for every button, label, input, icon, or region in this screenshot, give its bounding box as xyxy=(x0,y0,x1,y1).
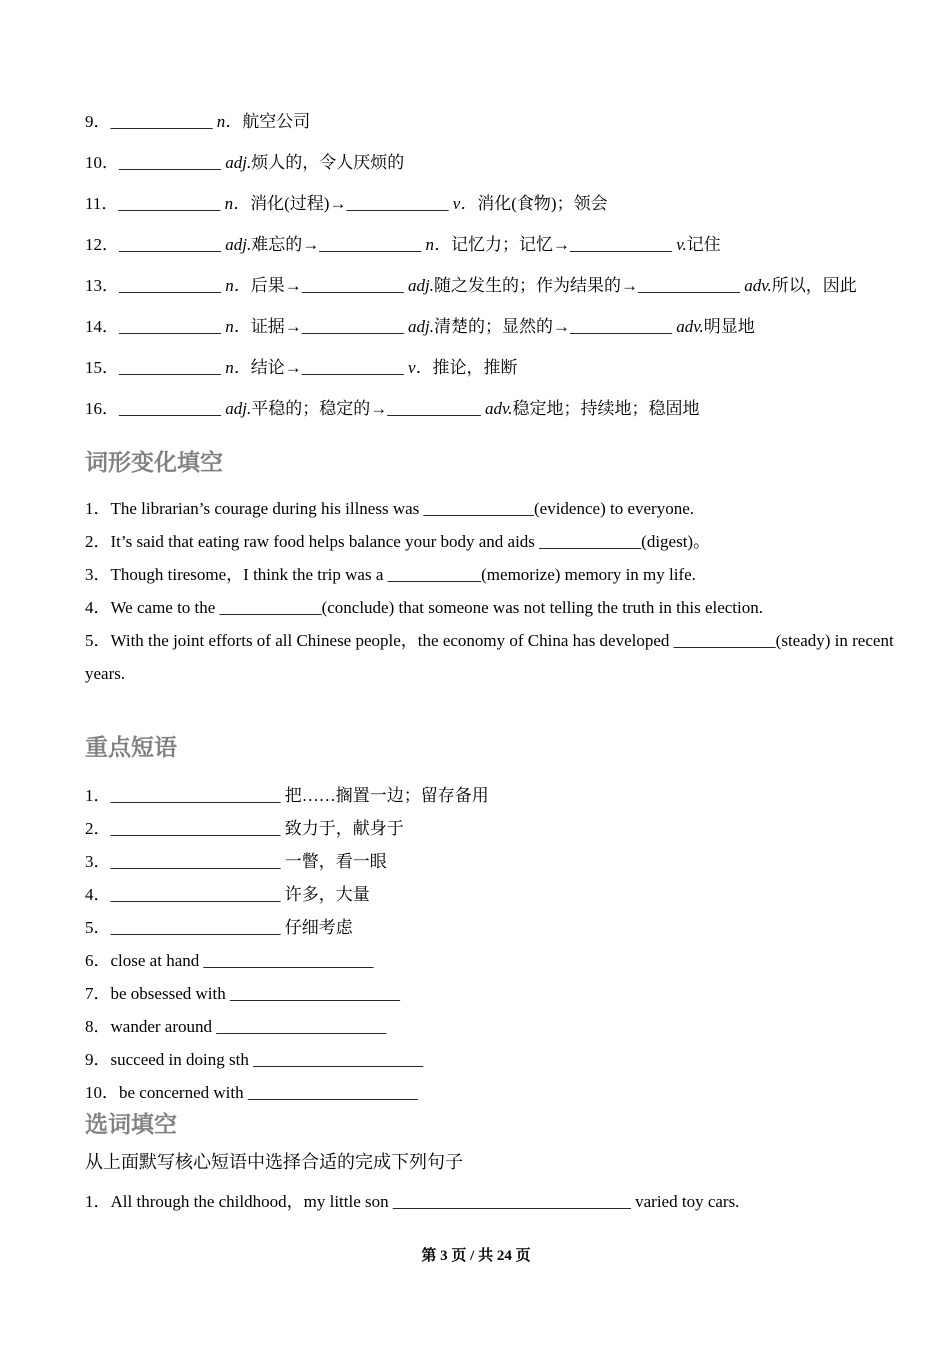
morphology-sentence-list xyxy=(85,492,906,690)
text-run: 11． xyxy=(85,194,119,213)
text-run: ____________ xyxy=(119,276,226,295)
text-run: 所以，因此 xyxy=(771,276,857,295)
pos-tag: adj. xyxy=(225,235,252,254)
text-run: 烦人的，令人厌烦的 xyxy=(251,153,405,172)
section-heading-morphology: 词形变化填空 xyxy=(85,449,223,475)
pos-tag: adj. xyxy=(408,317,434,336)
fill-sentence: 3．Though tiresome，I think the trip was a ___________(memorize) memory in my life. xyxy=(85,565,696,584)
text-run: 稳定地；持续地；稳固地 xyxy=(512,399,700,418)
vocab-item xyxy=(85,194,906,214)
word-fill-instruction: 从上面默写核心短语中选择合适的完成下列句子 xyxy=(85,1152,463,1172)
word-derivation-list xyxy=(85,112,906,419)
text-run: ____________ xyxy=(118,194,225,213)
fill-sentence: 5．With the joint efforts of all Chinese people，the economy of China has developed ____________(steady) in recent years. xyxy=(85,631,894,683)
text-run: 随之发生的；作为结果的→ xyxy=(433,276,638,295)
text-run: 清楚的；显然的→ xyxy=(433,317,570,336)
fill-sentence: 1．The librarian’s courage during his illness was _____________(evidence) to everyone. xyxy=(85,499,695,518)
pos-tag: v． xyxy=(408,358,433,377)
text-run: ___________ xyxy=(387,399,485,418)
phrase-item: 3．____________________ 一瞥，看一眼 xyxy=(85,852,387,871)
fill-sentence: 4．We came to the ____________(conclude) that someone was not telling the truth in this election. xyxy=(85,598,763,617)
key-phrase-list xyxy=(85,779,906,1109)
phrase-item: 4．____________________ 许多，大量 xyxy=(85,885,370,904)
text-run: 12． xyxy=(85,235,119,254)
text-run: 消化(食物)；领会 xyxy=(477,194,608,213)
text-run: ____________ xyxy=(301,358,408,377)
pos-tag: n． xyxy=(225,358,251,377)
vocab-item xyxy=(85,358,906,378)
pos-tag: n． xyxy=(216,112,243,131)
section-heading-key-phrases: 重点短语 xyxy=(85,734,177,760)
text-run: ____________ xyxy=(110,112,217,131)
text-run: 航空公司 xyxy=(242,112,311,131)
text-run: ____________ xyxy=(637,276,745,295)
phrase-item: 5．____________________ 仔细考虑 xyxy=(85,918,353,937)
phrase-item: 9．succeed in doing sth ____________________ xyxy=(85,1050,424,1069)
text-run: ____________ xyxy=(569,235,677,254)
pos-tag: n． xyxy=(225,276,251,295)
text-run: 9． xyxy=(85,112,111,131)
pos-tag: n． xyxy=(425,235,451,254)
pos-tag: adj. xyxy=(225,399,252,418)
text-run: ____________ xyxy=(119,358,226,377)
text-run: 13． xyxy=(85,276,119,295)
phrase-item: 7．be obsessed with ____________________ xyxy=(85,984,400,1003)
text-run: 15． xyxy=(85,358,119,377)
vocab-item xyxy=(85,235,906,255)
text-run: ____________ xyxy=(569,317,677,336)
text-run: 推论，推断 xyxy=(432,358,518,377)
vocab-item xyxy=(85,153,906,173)
pos-tag: adj. xyxy=(408,276,434,295)
pos-tag: n． xyxy=(224,194,251,213)
pos-tag: n． xyxy=(225,317,251,336)
text-run: 14． xyxy=(85,317,119,336)
text-run: ____________ xyxy=(119,317,226,336)
text-run: 记忆力；记忆→ xyxy=(450,235,570,254)
text-run: ____________ xyxy=(119,235,226,254)
section-heading-word-fill: 选词填空 xyxy=(85,1111,177,1137)
phrase-item: 1．____________________ 把……搁置一边；留存备用 xyxy=(85,786,489,805)
text-run: ____________ xyxy=(346,194,453,213)
text-run: 难忘的→ xyxy=(251,235,320,254)
fill-sentence: 1．All through the childhood，my little son ____________________________ varied toy cars. xyxy=(85,1192,740,1211)
text-run: ____________ xyxy=(119,399,226,418)
vocab-item xyxy=(85,112,906,132)
vocab-item xyxy=(85,399,906,419)
text-run: 明显地 xyxy=(703,317,755,336)
phrase-item: 10．be concerned with ____________________ xyxy=(85,1083,418,1102)
vocab-item xyxy=(85,276,906,296)
text-run: ____________ xyxy=(319,235,426,254)
pos-tag: v. xyxy=(676,235,687,254)
pos-tag: adj. xyxy=(225,153,252,172)
phrase-item: 2．____________________ 致力于，献身于 xyxy=(85,819,404,838)
pos-tag: adv. xyxy=(484,399,513,418)
pos-tag: v． xyxy=(452,194,478,213)
text-run: 10． xyxy=(85,153,119,172)
phrase-item: 8．wander around ____________________ xyxy=(85,1017,387,1036)
pos-tag: adv. xyxy=(744,276,772,295)
text-run: ____________ xyxy=(301,276,408,295)
text-run: 后果→ xyxy=(250,276,302,295)
vocab-item xyxy=(85,317,906,337)
fill-sentence: 2．It’s said that eating raw food helps balance your body and aids ____________(digest)。 xyxy=(85,532,711,551)
pos-tag: adv. xyxy=(676,317,704,336)
page-number-footer: 第 3 页 / 共 24 页 xyxy=(421,1248,531,1264)
text-run: 记住 xyxy=(686,235,721,254)
text-run: 证据→ xyxy=(250,317,302,336)
text-run: 平稳的；稳定的→ xyxy=(251,399,388,418)
text-run: ____________ xyxy=(119,153,226,172)
text-run: 消化(过程)→ xyxy=(250,194,347,213)
phrase-item: 6．close at hand ____________________ xyxy=(85,951,374,970)
text-run: ____________ xyxy=(301,317,408,336)
text-run: 16． xyxy=(85,399,119,418)
text-run: 结论→ xyxy=(250,358,302,377)
